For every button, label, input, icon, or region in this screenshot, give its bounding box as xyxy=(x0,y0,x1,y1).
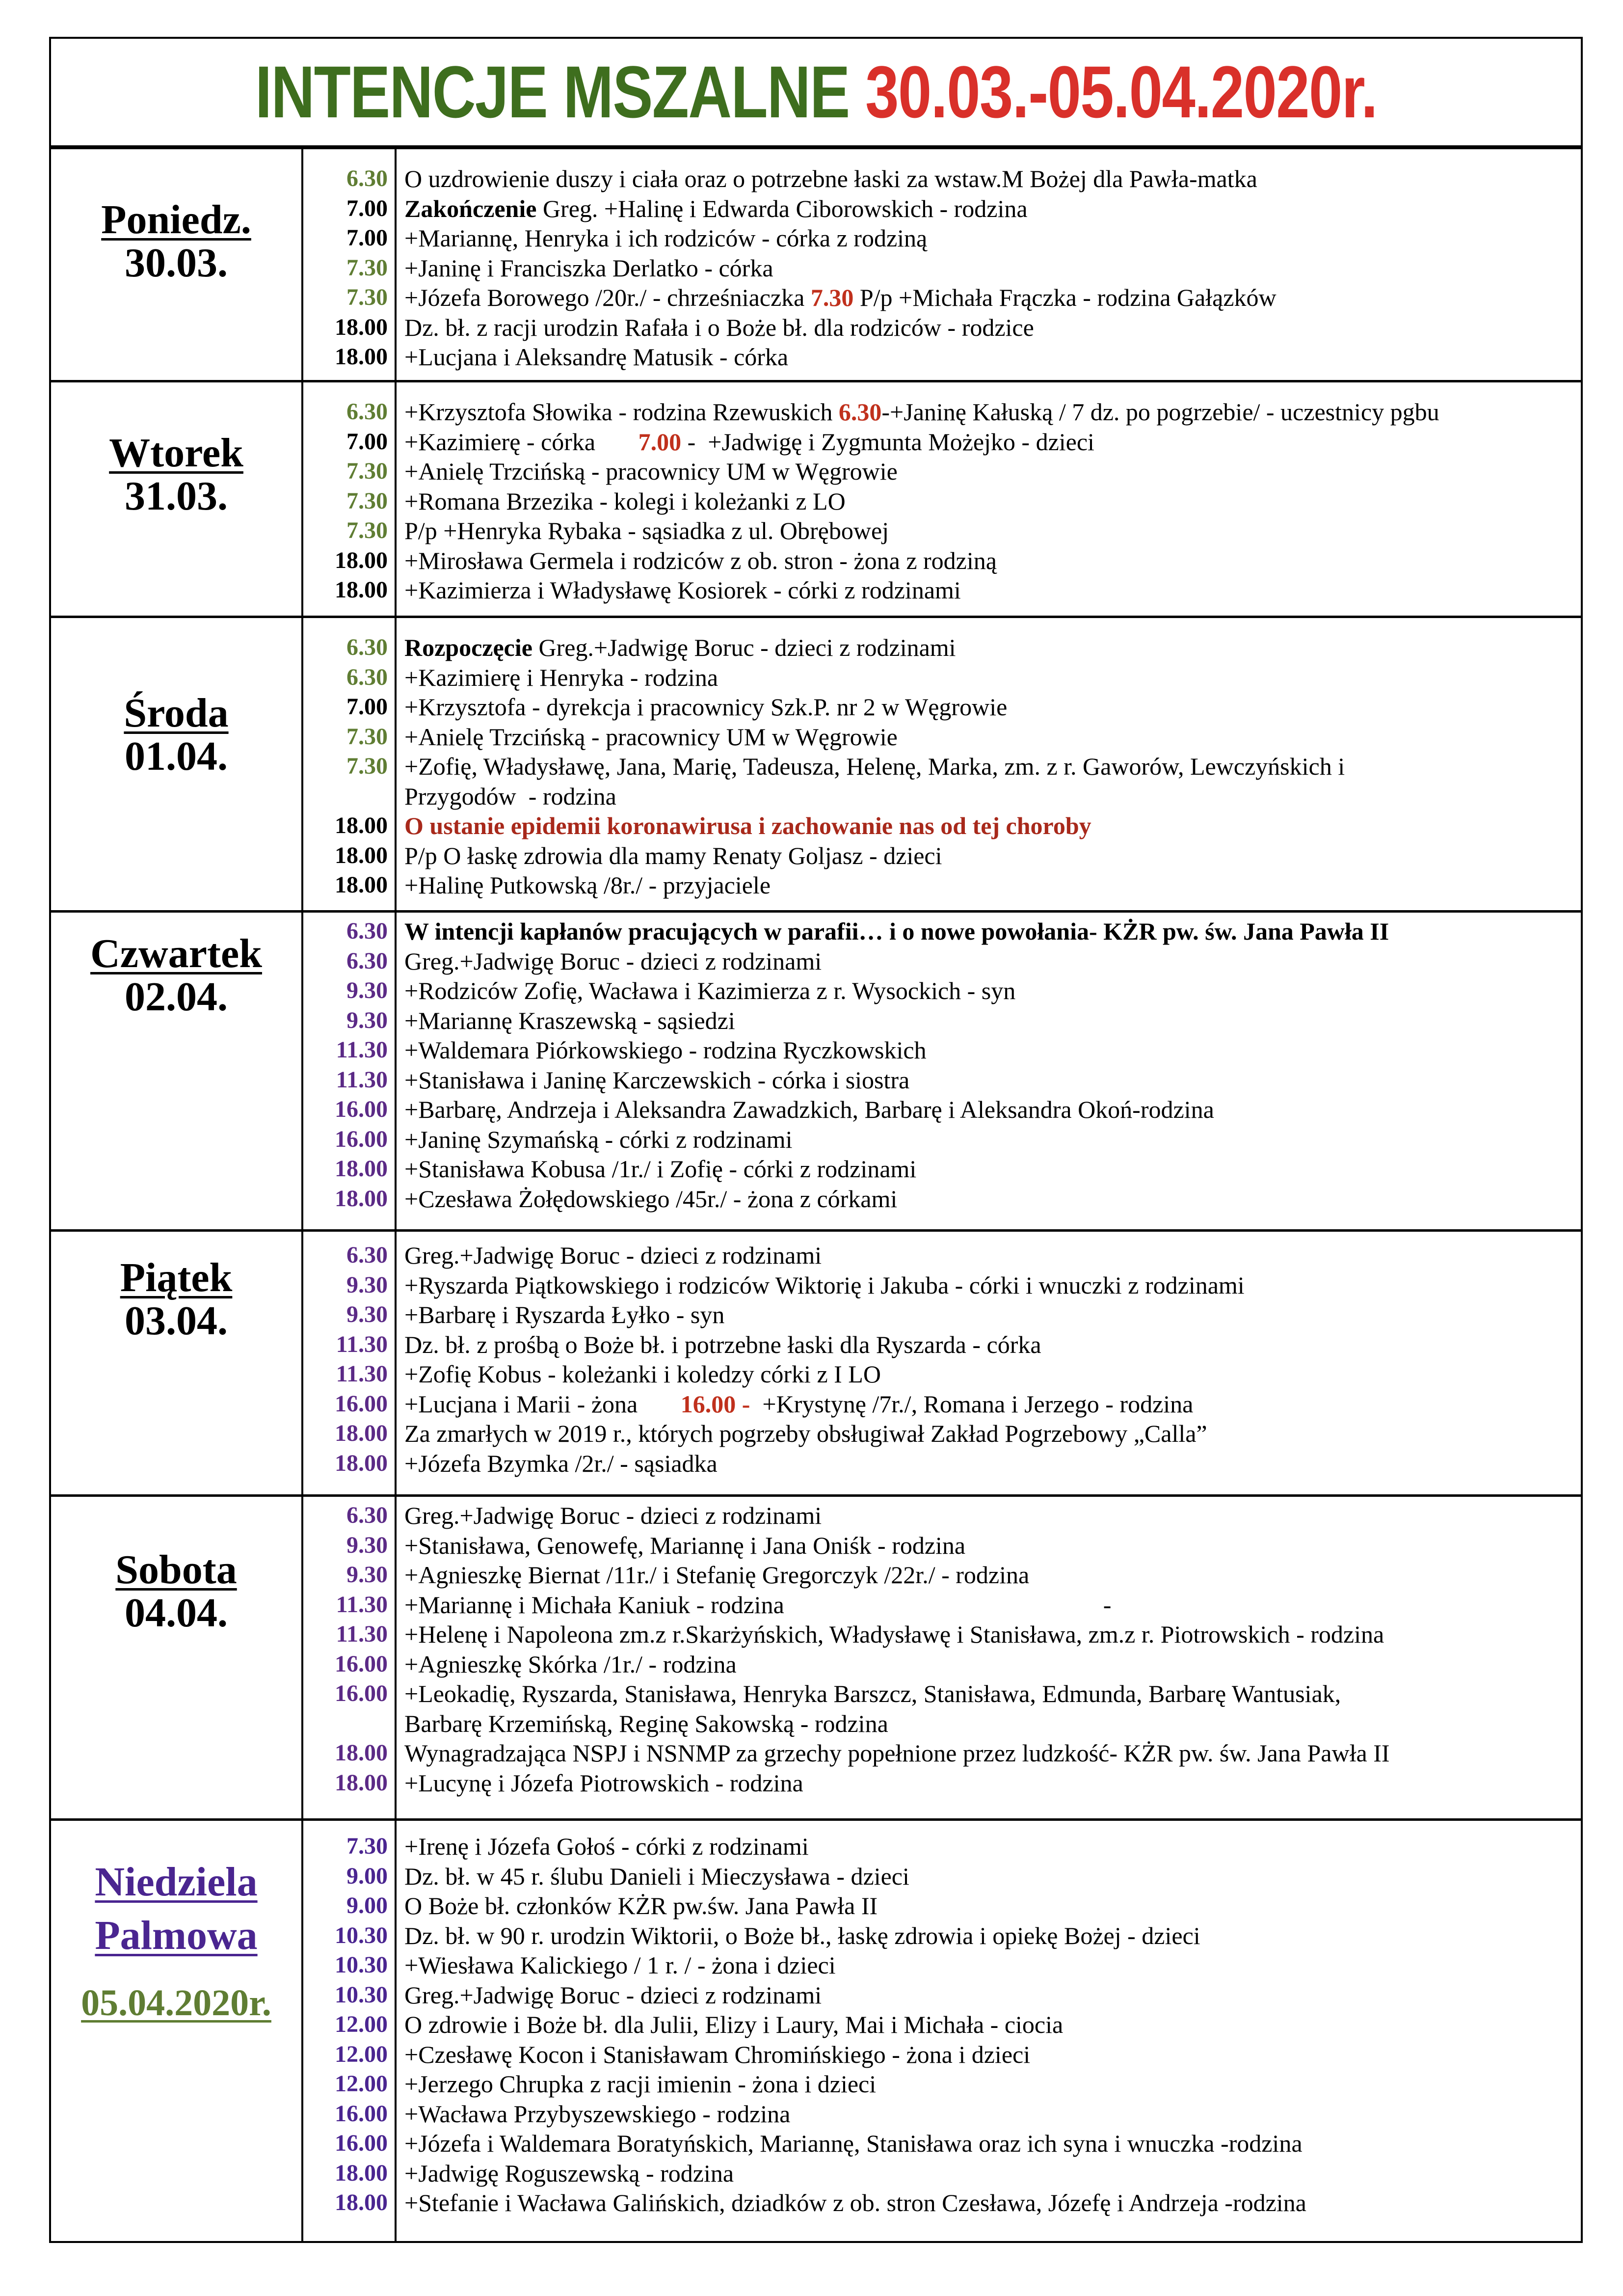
intention-line xyxy=(404,546,1576,576)
intention-line xyxy=(404,2010,1576,2040)
day-cell xyxy=(51,149,303,380)
day-name: Sobota xyxy=(115,1547,237,1593)
extra-mass-time: 6.30 xyxy=(838,398,882,426)
mass-time: 11.30 xyxy=(336,1591,388,1618)
mass-time: 10.30 xyxy=(335,1922,388,1948)
day-name: Poniedz. xyxy=(101,197,251,243)
intention-line xyxy=(404,457,1576,486)
mass-time: 11.30 xyxy=(336,1037,388,1063)
gregorian-marker: Rozpoczęcie xyxy=(404,634,532,661)
intention-line xyxy=(404,1241,1576,1270)
intention-line xyxy=(404,1125,1576,1155)
intention-line xyxy=(404,2159,1576,2188)
mass-time: 18.00 xyxy=(335,1185,388,1212)
day-row-monday xyxy=(51,149,1581,382)
mass-time: 9.30 xyxy=(346,1562,388,1588)
intention-text: +Kazimierza i Władysławę Kosiorek - córki z rodzinami xyxy=(404,576,961,604)
intention-text: Greg. +Halinę i Edwarda Ciborowskich - rodzina xyxy=(536,194,1028,222)
intention-text: +Agnieszkę Skórka /1r./ - rodzina xyxy=(404,1650,737,1678)
intention-line xyxy=(404,1862,1576,1891)
intention-text: +Jerzego Chrupka z racji imienin - żona i dzieci xyxy=(404,2070,877,2098)
mass-time: 7.30 xyxy=(346,254,388,281)
intention-text: +Leokadię, Ryszarda, Stanisława, Henryka Barszcz, Stanisława, Edmunda, Barbarę Wantusiak, xyxy=(404,1680,1341,1707)
mass-time: 7.30 xyxy=(346,284,388,310)
mass-time: 16.00 xyxy=(335,1390,388,1417)
mass-time: 9.30 xyxy=(346,977,388,1003)
intention-text: +Anielę Trzcińską - pracownicy UM w Węgrowie xyxy=(404,458,898,485)
mass-time: 18.00 xyxy=(335,812,388,838)
mass-time: 16.00 xyxy=(335,1680,388,1706)
intention-line xyxy=(404,1270,1576,1300)
mass-time: 18.00 xyxy=(335,1156,388,1182)
mass-time: 7.30 xyxy=(346,753,388,779)
intention-text: +Waldemara Piórkowskiego - rodzina Ryczkowskich xyxy=(404,1036,927,1064)
intention-line xyxy=(404,692,1576,722)
intention-line xyxy=(404,917,1576,946)
day-name-line2: Palmowa xyxy=(95,1913,258,1959)
mass-time: 6.30 xyxy=(346,399,388,425)
mass-time: 12.00 xyxy=(335,2071,388,2097)
intention-line xyxy=(404,782,1576,811)
time-column xyxy=(303,1497,397,1818)
intention-line xyxy=(404,1449,1576,1479)
mass-time: 10.30 xyxy=(335,1952,388,1978)
time-column xyxy=(303,1821,397,2241)
mass-time: 7.30 xyxy=(346,1833,388,1859)
intention-text: Dz. bł. z racji urodzin Rafała i o Boże bł. dla rodziców - rodzice xyxy=(404,313,1034,341)
day-row-wednesday xyxy=(51,618,1581,913)
intention-text: Greg.+Jadwigę Boruc - dzieci z rodzinami xyxy=(532,634,956,661)
intention-line xyxy=(404,1560,1576,1590)
day-name: Czwartek xyxy=(90,931,262,976)
intention-text: Dz. bł. w 90 r. urodzin Wiktorii, o Boże bł., łaskę zdrowia i opiekę Bożej - dzieci xyxy=(404,1921,1200,1949)
mass-time: 7.00 xyxy=(346,195,388,221)
day-name: Wtorek xyxy=(109,430,243,476)
intention-text: +Rodziców Zofię, Wacława i Kazimierza z r. Wysockich - syn xyxy=(404,977,1016,1004)
mass-time: 6.30 xyxy=(346,947,388,974)
intention-line xyxy=(404,342,1576,372)
intention-line xyxy=(404,516,1576,546)
mass-time: 16.00 xyxy=(335,2100,388,2127)
mass-time: 12.00 xyxy=(335,2041,388,2067)
intention-text: +Stanisława i Janinę Karczewskich - córka i siostra xyxy=(404,1066,910,1094)
intention-text: +Stanisława, Genowefę, Mariannę i Jana Oniśk - rodzina xyxy=(404,1531,966,1559)
title-date-range: 30.03.-05.04.2020r. xyxy=(865,51,1377,133)
mass-time: 16.00 xyxy=(335,2130,388,2156)
intention-line xyxy=(404,976,1576,1006)
intention-text: Dz. bł. z prośbą o Boże bł. i potrzebne łaski dla Ryszarda - córka xyxy=(404,1330,1041,1358)
intention-text: +Lucjana i Marii - żona xyxy=(404,1390,681,1418)
intention-line xyxy=(404,164,1576,194)
intention-line xyxy=(404,2129,1576,2159)
intention-line xyxy=(404,1184,1576,1214)
mass-time: 16.00 xyxy=(335,1126,388,1152)
intention-line xyxy=(404,1980,1576,2010)
intention-line xyxy=(404,313,1576,343)
intention-text: P/p +Henryka Rybaka - sąsiadka z ul. Obrębowej xyxy=(404,517,889,544)
intentions-column xyxy=(397,149,1581,380)
intention-text: O uzdrowienie duszy i ciała oraz o potrzebne łaski za wstaw.M Bożej dla Pawła-matka xyxy=(404,165,1257,192)
intention-text: +Józefa Borowego /20r./ - chrześniaczka xyxy=(404,284,811,311)
intention-line xyxy=(404,1330,1576,1360)
intention-text: +Krystynę /7r./, Romana i Jerzego - rodzina xyxy=(750,1390,1194,1418)
day-cell xyxy=(51,618,303,910)
mass-time: 16.00 xyxy=(335,1096,388,1122)
mass-time: 18.00 xyxy=(335,1420,388,1446)
intention-text: Przygodów - rodzina xyxy=(404,782,616,810)
time-column xyxy=(303,913,397,1229)
mass-time: 7.00 xyxy=(346,428,388,455)
intention-text: W intencji kapłanów pracujących w parafii… i o nowe powołania- KŻR pw. św. Jana Pawła II xyxy=(404,918,1389,945)
intention-line xyxy=(404,946,1576,976)
title-row xyxy=(51,39,1581,149)
day-cell xyxy=(51,1821,303,2241)
intention-text: +Wacława Przybyszewskiego - rodzina xyxy=(404,2100,791,2128)
intention-line xyxy=(404,1419,1576,1449)
mass-time: 7.30 xyxy=(346,487,388,514)
intention-text: +Czesława Żołędowskiego /45r./ - żona z córkami xyxy=(404,1185,898,1213)
day-name: Środa xyxy=(124,690,229,736)
intention-line xyxy=(404,253,1576,283)
intention-text: +Mariannę, Henryka i ich rodziców - córka z rodziną xyxy=(404,224,928,252)
intention-line xyxy=(404,1738,1576,1768)
day-cell xyxy=(51,913,303,1229)
intention-text: +Czesławę Kocon i Stanisławam Chromińskiego - żona i dzieci xyxy=(404,2040,1031,2068)
day-cell xyxy=(51,1497,303,1818)
intention-text: +Stanisława Kobusa /1r./ i Zofię - córki z rodzinami xyxy=(404,1155,917,1183)
intention-text: -+Janinę Kałuską / 7 dz. po pogrzebie/ - uczestnicy pgbu xyxy=(881,398,1439,426)
intention-line xyxy=(404,722,1576,752)
day-row-thursday xyxy=(51,913,1581,1232)
mass-time: 7.00 xyxy=(346,225,388,251)
mass-time: 18.00 xyxy=(335,577,388,603)
intention-line xyxy=(404,1921,1576,1951)
intention-text: +Irenę i Józefa Gołoś - córki z rodzinami xyxy=(404,1833,809,1860)
day-date: 31.03. xyxy=(125,473,228,519)
mass-time: 6.30 xyxy=(346,634,388,660)
mass-time: 7.30 xyxy=(346,517,388,543)
mass-time: 6.30 xyxy=(346,664,388,690)
day-date: 02.04. xyxy=(125,974,228,1020)
intention-text: Dz. bł. w 45 r. ślubu Danieli i Mieczysława - dzieci xyxy=(404,1862,909,1890)
day-name: Piątek xyxy=(120,1255,233,1300)
intention-line xyxy=(404,427,1576,457)
intention-line xyxy=(404,397,1576,427)
mass-time: 18.00 xyxy=(335,1769,388,1796)
day-date: 04.04. xyxy=(125,1590,228,1636)
mass-time: 12.00 xyxy=(335,2011,388,2037)
day-row-friday xyxy=(51,1232,1581,1497)
intention-text: +Kazimierę - córka xyxy=(404,428,639,456)
intention-line xyxy=(404,1679,1576,1709)
mass-time: 18.00 xyxy=(335,2189,388,2215)
intention-line xyxy=(404,841,1576,871)
mass-time: 9.00 xyxy=(346,1892,388,1918)
intention-text: +Janinę Szymańską - córki z rodzinami xyxy=(404,1125,793,1153)
day-cell xyxy=(51,382,303,616)
intention-line xyxy=(404,223,1576,253)
page-title xyxy=(255,50,1377,135)
intention-line xyxy=(404,1154,1576,1184)
mass-time: 18.00 xyxy=(335,314,388,340)
intention-text: +Agnieszkę Biernat /11r./ i Stefanię Gregorczyk /22r./ - rodzina xyxy=(404,1561,1030,1589)
intention-text: +Zofię Kobus - koleżanki i koledzy córki z I LO xyxy=(404,1360,881,1388)
intentions-column xyxy=(397,1821,1581,2241)
intention-line xyxy=(404,1359,1576,1389)
intention-text: +Krzysztofa - dyrekcja i pracownicy Szk.P. nr 2 w Węgrowie xyxy=(404,693,1008,721)
title-heading: INTENCJE MSZALNE xyxy=(255,51,865,133)
intention-line xyxy=(404,752,1576,782)
mass-time: 7.00 xyxy=(346,694,388,720)
mass-time: 7.30 xyxy=(346,723,388,750)
intention-text: O Boże bł. członków KŻR pw.św. Jana Pawła II xyxy=(404,1892,878,1919)
intention-text: P/p +Michała Frączka - rodzina Gałązków xyxy=(853,284,1277,311)
intention-text: O zdrowie i Boże bł. dla Julii, Elizy i Laury, Mai i Michała - ciocia xyxy=(404,2011,1064,2038)
intention-text: +Anielę Trzcińską - pracownicy UM w Węgrowie xyxy=(404,723,898,751)
intention-text: +Krzysztofa Słowika - rodzina Rzewuskich xyxy=(404,398,839,426)
intention-line xyxy=(404,1006,1576,1036)
intention-text: P/p O łaskę zdrowia dla mamy Renaty Goljasz - dzieci xyxy=(404,841,942,869)
intentions-column xyxy=(397,382,1581,616)
intention-text: - +Jadwigę i Zygmunta Możejko - dzieci xyxy=(681,428,1094,456)
intention-text: Wynagradzająca NSPJ i NSNMP za grzechy popełnione przez ludzkość- KŻR pw. św. Jana Pawła II xyxy=(404,1739,1390,1767)
mass-intentions-table xyxy=(49,37,1583,2243)
day-date: 01.04. xyxy=(125,733,228,780)
mass-time: 9.30 xyxy=(346,1271,388,1298)
mass-time: 10.30 xyxy=(335,1981,388,2008)
mass-time: 11.30 xyxy=(336,1331,388,1357)
intention-text: +Romana Brzezika - kolegi i koleżanki z LO xyxy=(404,487,846,515)
extra-mass-time: 16.00 - xyxy=(680,1390,750,1418)
intention-text: +Mirosława Germela i rodziców z ob. stron - żona z rodziną xyxy=(404,546,997,574)
intention-text: +Mariannę i Michała Kaniuk - rodzina - xyxy=(404,1591,1112,1619)
day-name-line1: Niedziela xyxy=(95,1859,258,1905)
mass-time: 11.30 xyxy=(336,1361,388,1387)
intention-line xyxy=(404,1891,1576,1921)
day-date: 30.03. xyxy=(125,240,228,286)
intention-text: +Wiesława Kalickiego / 1 r. / - żona i dzieci xyxy=(404,1951,836,1979)
intention-line xyxy=(404,1590,1576,1620)
day-row-sunday xyxy=(51,1821,1581,2241)
mass-time: 9.30 xyxy=(346,1532,388,1558)
day-cell xyxy=(51,1232,303,1494)
mass-time: 6.30 xyxy=(346,918,388,944)
mass-time: 6.30 xyxy=(346,1502,388,1528)
time-column xyxy=(303,618,397,910)
intention-text: +Halinę Putkowską /8r./ - przyjaciele xyxy=(404,871,771,899)
intention-line xyxy=(404,2188,1576,2218)
day-date: 03.04. xyxy=(125,1298,228,1344)
intention-line xyxy=(404,1300,1576,1330)
intention-text: Greg.+Jadwigę Boruc - dzieci z rodzinami xyxy=(404,1242,822,1269)
intention-line xyxy=(404,1065,1576,1095)
intention-text: +Jadwigę Roguszewską - rodzina xyxy=(404,2159,734,2187)
intentions-column xyxy=(397,913,1581,1229)
mass-time: 18.00 xyxy=(335,344,388,370)
intention-line xyxy=(404,194,1576,224)
mass-time: 18.00 xyxy=(335,1740,388,1766)
gregorian-marker: Zakończenie xyxy=(404,194,537,222)
time-column xyxy=(303,1232,397,1494)
intention-line xyxy=(404,1095,1576,1125)
intention-line xyxy=(404,575,1576,605)
intention-text: Greg.+Jadwigę Boruc - dzieci z rodzinami xyxy=(404,947,822,975)
intention-line xyxy=(404,2040,1576,2070)
intention-line xyxy=(404,870,1576,900)
intention-line xyxy=(404,633,1576,663)
intentions-column xyxy=(397,618,1581,910)
intention-text: +Barbarę i Ryszarda Łyłko - syn xyxy=(404,1301,725,1328)
intention-text: Za zmarłych w 2019 r., których pogrzeby obsługiwał Zakład Pogrzebowy „Calla” xyxy=(404,1420,1207,1447)
intention-text: O ustanie epidemii koronawirusa i zachowanie nas od tej choroby xyxy=(404,812,1091,839)
mass-time: 9.30 xyxy=(346,1301,388,1327)
mass-time: 11.30 xyxy=(336,1066,388,1093)
intention-line xyxy=(404,1389,1576,1419)
intention-line xyxy=(404,1709,1576,1739)
extra-mass-time: 7.00 xyxy=(638,428,682,456)
mass-time: 6.30 xyxy=(346,165,388,191)
intention-line xyxy=(404,1832,1576,1862)
intention-line xyxy=(404,1620,1576,1649)
mass-time: 18.00 xyxy=(335,547,388,573)
intention-line xyxy=(404,1950,1576,1980)
intention-text: +Janinę i Franciszka Derlatko - córka xyxy=(404,254,773,282)
intention-line xyxy=(404,1649,1576,1679)
intention-line xyxy=(404,2099,1576,2129)
mass-time: 11.30 xyxy=(336,1621,388,1647)
intention-line xyxy=(404,283,1576,313)
day-row-tuesday xyxy=(51,382,1581,618)
intention-text: +Mariannę Kraszewską - sąsiedzi xyxy=(404,1006,735,1034)
intention-line xyxy=(404,486,1576,516)
time-column xyxy=(303,382,397,616)
mass-time: 9.30 xyxy=(346,1007,388,1033)
time-column xyxy=(303,149,397,380)
mass-time: 7.30 xyxy=(346,458,388,484)
intention-text: Barbarę Krzemińską, Reginę Sakowską - rodzina xyxy=(404,1709,888,1737)
intention-text: Greg.+Jadwigę Boruc - dzieci z rodzinami xyxy=(404,1502,822,1529)
intention-line xyxy=(404,1501,1576,1531)
day-date: 05.04.2020r. xyxy=(81,1982,271,2024)
intention-text: +Barbarę, Andrzeja i Aleksandra Zawadzkich, Barbarę i Aleksandra Okoń-rodzina xyxy=(404,1096,1214,1123)
mass-time: 18.00 xyxy=(335,842,388,868)
intention-text: +Józefa Bzymka /2r./ - sąsiadka xyxy=(404,1449,718,1477)
intention-text: +Ryszarda Piątkowskiego i rodziców Wiktorię i Jakuba - córki i wnuczki z rodzinami xyxy=(404,1271,1245,1299)
intentions-column xyxy=(397,1232,1581,1494)
intention-text: +Kazimierę i Henryka - rodzina xyxy=(404,663,718,691)
intention-text: +Zofię, Władysławę, Jana, Marię, Tadeusza, Helenę, Marka, zm. z r. Gaworów, Lewczyńskich i xyxy=(404,753,1345,780)
intention-line xyxy=(404,2069,1576,2099)
mass-time: 9.00 xyxy=(346,1863,388,1889)
mass-time: 18.00 xyxy=(335,2160,388,2186)
intention-text: +Lucynę i Józefa Piotrowskich - rodzina xyxy=(404,1769,803,1797)
day-row-saturday xyxy=(51,1497,1581,1821)
mass-time: 18.00 xyxy=(335,1450,388,1476)
mass-time: 16.00 xyxy=(335,1650,388,1677)
intention-line xyxy=(404,1035,1576,1065)
intention-text: +Lucjana i Aleksandrę Matusik - córka xyxy=(404,343,789,371)
intention-line xyxy=(404,1768,1576,1798)
intention-line xyxy=(404,663,1576,693)
extra-mass-time: 7.30 xyxy=(810,284,854,311)
mass-time: 18.00 xyxy=(335,872,388,898)
intention-line xyxy=(404,1531,1576,1561)
intention-text: +Stefanie i Wacława Galińskich, dziadków z ob. stron Czesława, Józefę i Andrzeja -rodzina xyxy=(404,2189,1306,2216)
intention-text: Greg.+Jadwigę Boruc - dzieci z rodzinami xyxy=(404,1981,822,2009)
intention-text: +Józefa i Waldemara Boratyńskich, Mariannę, Stanisława oraz ich syna i wnuczka -rodzina xyxy=(404,2130,1303,2157)
mass-time: 6.30 xyxy=(346,1242,388,1268)
intention-text: +Helenę i Napoleona zm.z r.Skarżyńskich, Władysławę i Stanisława, zm.z r. Piotrowskich - rodzina xyxy=(404,1621,1384,1648)
intention-line xyxy=(404,811,1576,841)
intentions-column xyxy=(397,1497,1581,1818)
